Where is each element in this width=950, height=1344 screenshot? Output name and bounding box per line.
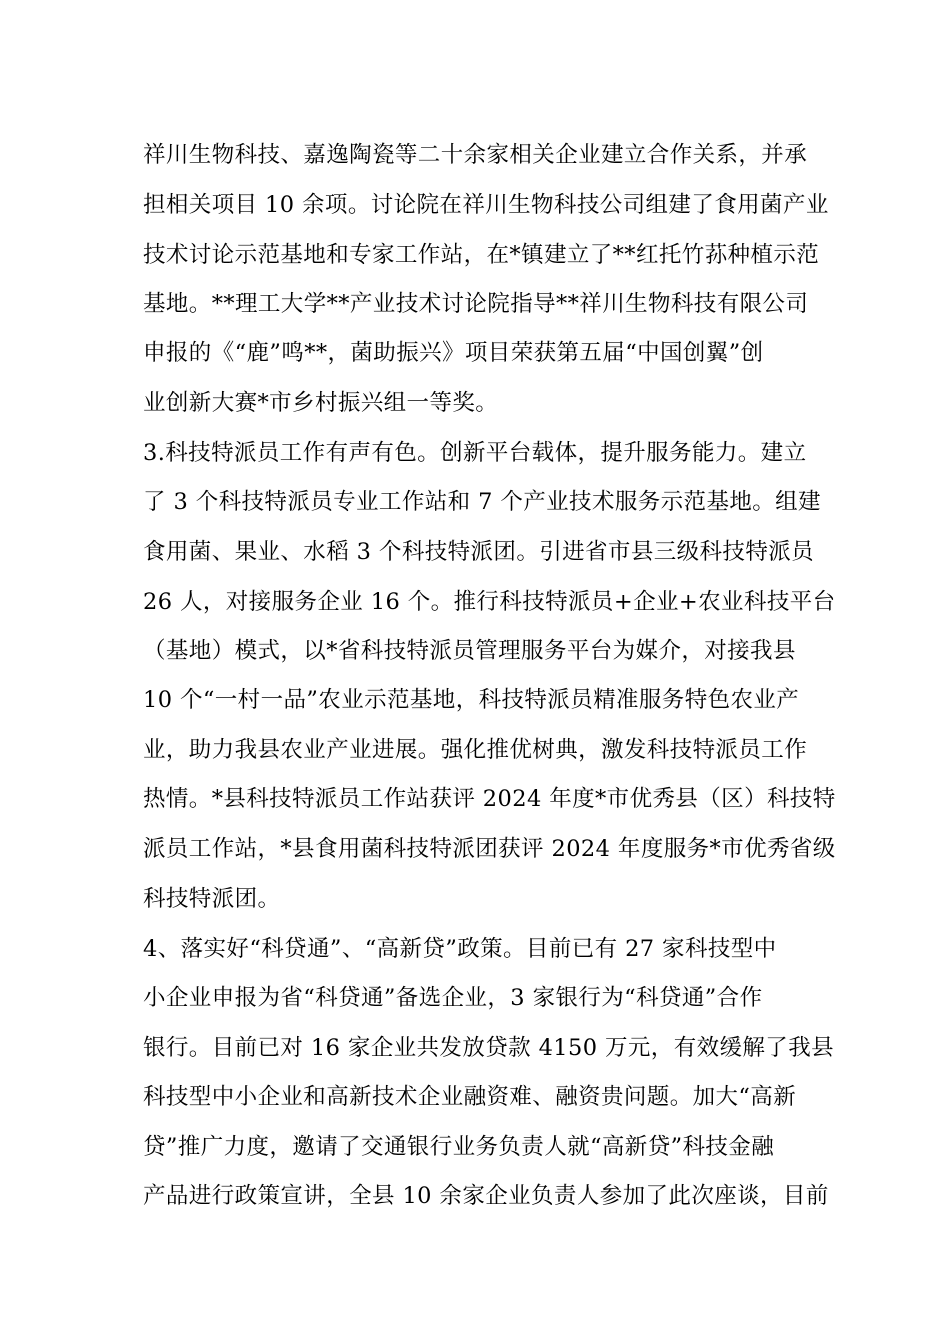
text-line: 科技特派团。: [143, 886, 281, 912]
text-line: 祥川生物科技、嘉逸陶瓷等二十余家相关企业建立合作关系，并承: [143, 142, 808, 168]
text-line: 10 个“一村一品”农业示范基地，科技特派员精准服务特色农业产: [143, 687, 800, 713]
paragraph-4-start: 4、落实好“科贷通”、“高新贷”政策。目前已有 27 家科技型中: [143, 936, 777, 962]
text-line: 贷”推广力度，邀请了交通银行业务负责人就“高新贷”科技金融: [143, 1134, 775, 1160]
text-line: （基地）模式，以*省科技特派员管理服务平台为媒介，对接我县: [143, 638, 796, 664]
text-line: 小企业申报为省“科贷通”备选企业，3 家银行为“科贷通”合作: [143, 985, 763, 1011]
text-line: 派员工作站，*县食用菌科技特派团获评 2024 年度服务*市优秀省级: [143, 836, 836, 862]
text-line: 26 人，对接服务企业 16 个。推行科技特派员+企业+农业科技平台: [143, 589, 836, 615]
text-line: 热情。*县科技特派员工作站获评 2024 年度*市优秀县（区）科技特: [143, 786, 836, 812]
text-line: 银行。目前已对 16 家企业共发放贷款 4150 万元，有效缓解了我县: [143, 1035, 835, 1061]
text-line: 业创新大赛*市乡村振兴组一等奖。: [143, 390, 499, 416]
text-line: 食用菌、果业、水稻 3 个科技特派团。引进省市县三级科技特派员: [143, 539, 815, 565]
text-line: 技术讨论示范基地和专家工作站，在*镇建立了**红托竹荪种植示范: [143, 242, 820, 268]
text-line: 基地。**理工大学**产业技术讨论院指导**祥川生物科技有限公司: [143, 291, 809, 317]
text-line: 了 3 个科技特派员专业工作站和 7 个产业技术服务示范基地。组建: [143, 489, 821, 515]
text-line: 申报的《“鹿”鸣**，菌助振兴》项目荣获第五届“中国创翼”创: [143, 340, 764, 366]
text-line: 科技型中小企业和高新技术企业融资难、融资贵问题。加大“高新: [143, 1084, 797, 1110]
text-line: 担相关项目 10 余项。讨论院在祥川生物科技公司组建了食用菌产业: [143, 192, 829, 218]
paragraph-3-start: 3.科技特派员工作有声有色。创新平台载体，提升服务能力。建立: [143, 440, 807, 466]
text-line: 产品进行政策宣讲，全县 10 余家企业负责人参加了此次座谈，目前: [143, 1183, 829, 1209]
text-line: 业，助力我县农业产业进展。强化推优树典，激发科技特派员工作: [143, 737, 808, 763]
